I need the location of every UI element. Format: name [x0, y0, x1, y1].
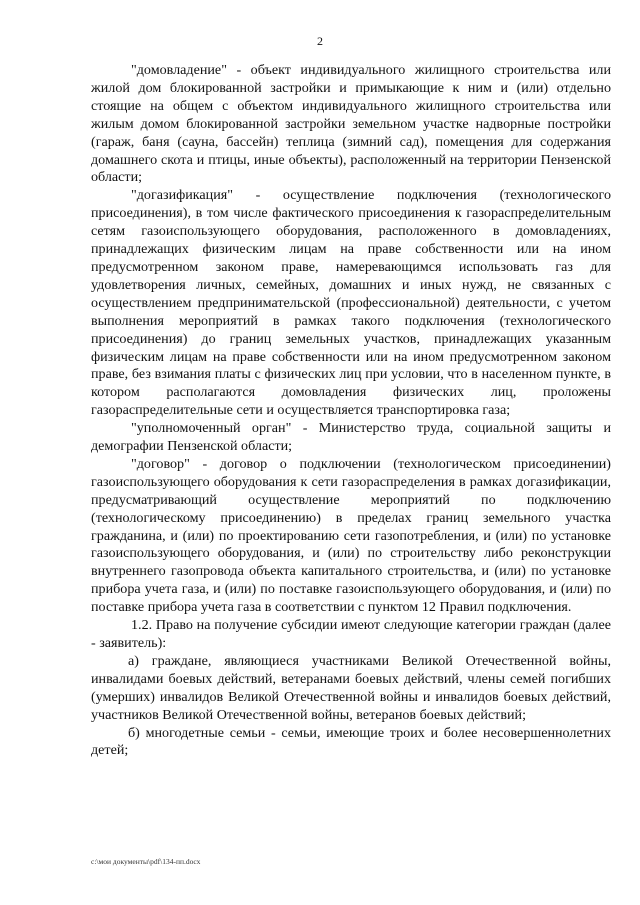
footer-file-path: c:\мои документы\pdf\134-пп.docx — [91, 857, 201, 866]
list-item-a: а) граждане, являющиеся участниками Великой Отечественной войны, инвалидами боевых действий, ветеранами боевых действий, члены семей погибших (умерших) инвалидов Великой Отечественной войны и инвалидов боевых действий, участников Великой Отечественной войны, ветеранов боевых действий; — [91, 652, 611, 723]
definition-homestead: "домовладение" - объект индивидуального жилищного строительства или жилой дом блокированной застройки и примыкающие к ним и (или) отдельно стоящие на общем с объектом индивидуального жилищного строительства или жилым домом блокированной застройки земельном участке надворные постройки (гараж, баня (сауна, бассейн) теплица (зимний сад), помещения для содержания домашнего скота и птицы, иные объекты), расположенный на территории Пензенской области; — [91, 62, 611, 186]
definition-contract: "договор" - договор о подключении (технологическом присоединении) газоиспользующего оборудования к сети газораспределения в рамках догазификации, предусматривающий осуществление мероприятий по подключению (технологическому присоединению) в пределах границ земельного участка гражданина, и (или) по проектированию сети газопотребления, и (или) по установке газоиспользующего оборудования, и (или) по строительству либо реконструкции внутреннего газопровода объекта капитального строительства, и (или) по установке прибора учета газа, и (или) по поставке газоиспользующего оборудования, и (или) по поставке прибора учета газа в соответствии с пунктом 12 Правил подключения. — [91, 455, 611, 616]
page-number: 2 — [317, 34, 323, 48]
document-body — [91, 62, 611, 760]
definition-gasification: "догазификация" - осуществление подключения (технологического присоединения), в том числе фактического присоединения к газораспределительным сетям газоиспользующего оборудования, расположенного в домовладениях, принадлежащих физическим лицам на праве собственности или на ином предусмотренном законом праве, намеревающимся использовать газ для удовлетворения личных, семейных, домашних и иных нужд, не связанных с осуществлением предпринимательской (профессиональной) деятельности, с учетом выполнения мероприятий в рамках такого подключения (технологического присоединения) до границ земельных участков, принадлежащих указанным физическим лицам на праве собственности или на ином предусмотренном законом праве, без взимания платы с физических лиц при условии, что в населенном пункте, в котором располагаются домовладения физических лиц, проложены газораспределительные сети и осуществляется транспортировка газа; — [91, 187, 611, 419]
clause-1-2: 1.2. Право на получение субсидии имеют следующие категории граждан (далее - заявитель): — [91, 617, 611, 651]
list-item-b: б) многодетные семьи - семьи, имеющие троих и более несовершеннолетних детей; — [91, 724, 611, 759]
definition-authorized-body: "уполномоченный орган" - Министерство труда, социальной защиты и демографии Пензенской области; — [91, 420, 611, 455]
